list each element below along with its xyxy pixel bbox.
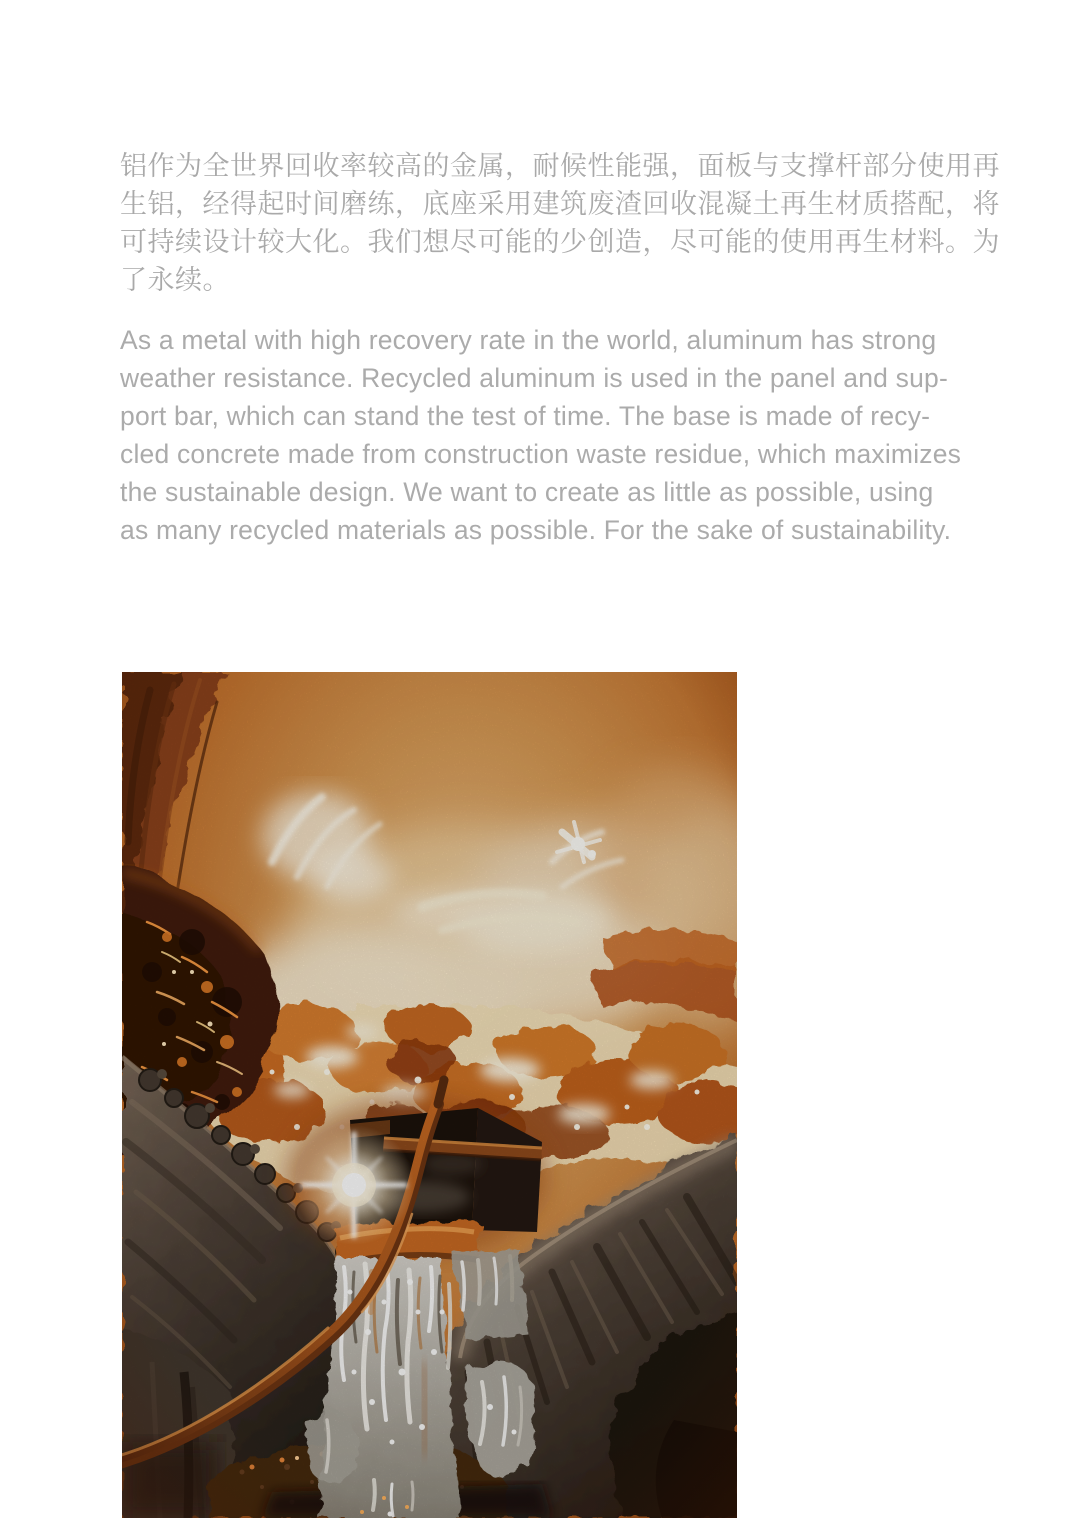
text-line: as many recycled materials as possible. For the sake of sustainability. — [120, 515, 952, 545]
grain-overlay — [122, 672, 737, 1518]
text-line: weather resistance. Recycled aluminum is used in the panel and sup- — [120, 363, 948, 393]
paragraph-chinese — [120, 147, 1020, 299]
text-line: 铝作为全世界回收率较高的金属，耐候性能强，面板与支撑杆部分使用再 — [120, 151, 1000, 181]
text-line: cled concrete made from construction waste residue, which maximizes — [120, 439, 962, 469]
text-line: 生铝，经得起时间磨练，底座采用建筑废渣回收混凝土再生材质搭配，将 — [120, 189, 1000, 219]
paragraph-english — [120, 321, 1020, 549]
text-line: 可持续设计较大化。我们想尽可能的少创造，尽可能的使用再生材料。为 — [120, 227, 1000, 257]
text-line: 了永续。 — [120, 265, 230, 295]
text-line: the sustainable design. We want to create as little as possible, using — [120, 477, 934, 507]
molten-metal-pour-illustration — [122, 672, 737, 1518]
text-line: As a metal with high recovery rate in the world, aluminum has strong — [120, 325, 937, 355]
furnace-pour-photo — [122, 672, 737, 1518]
text-line: port bar, which can stand the test of time. The base is made of recy- — [120, 401, 931, 431]
